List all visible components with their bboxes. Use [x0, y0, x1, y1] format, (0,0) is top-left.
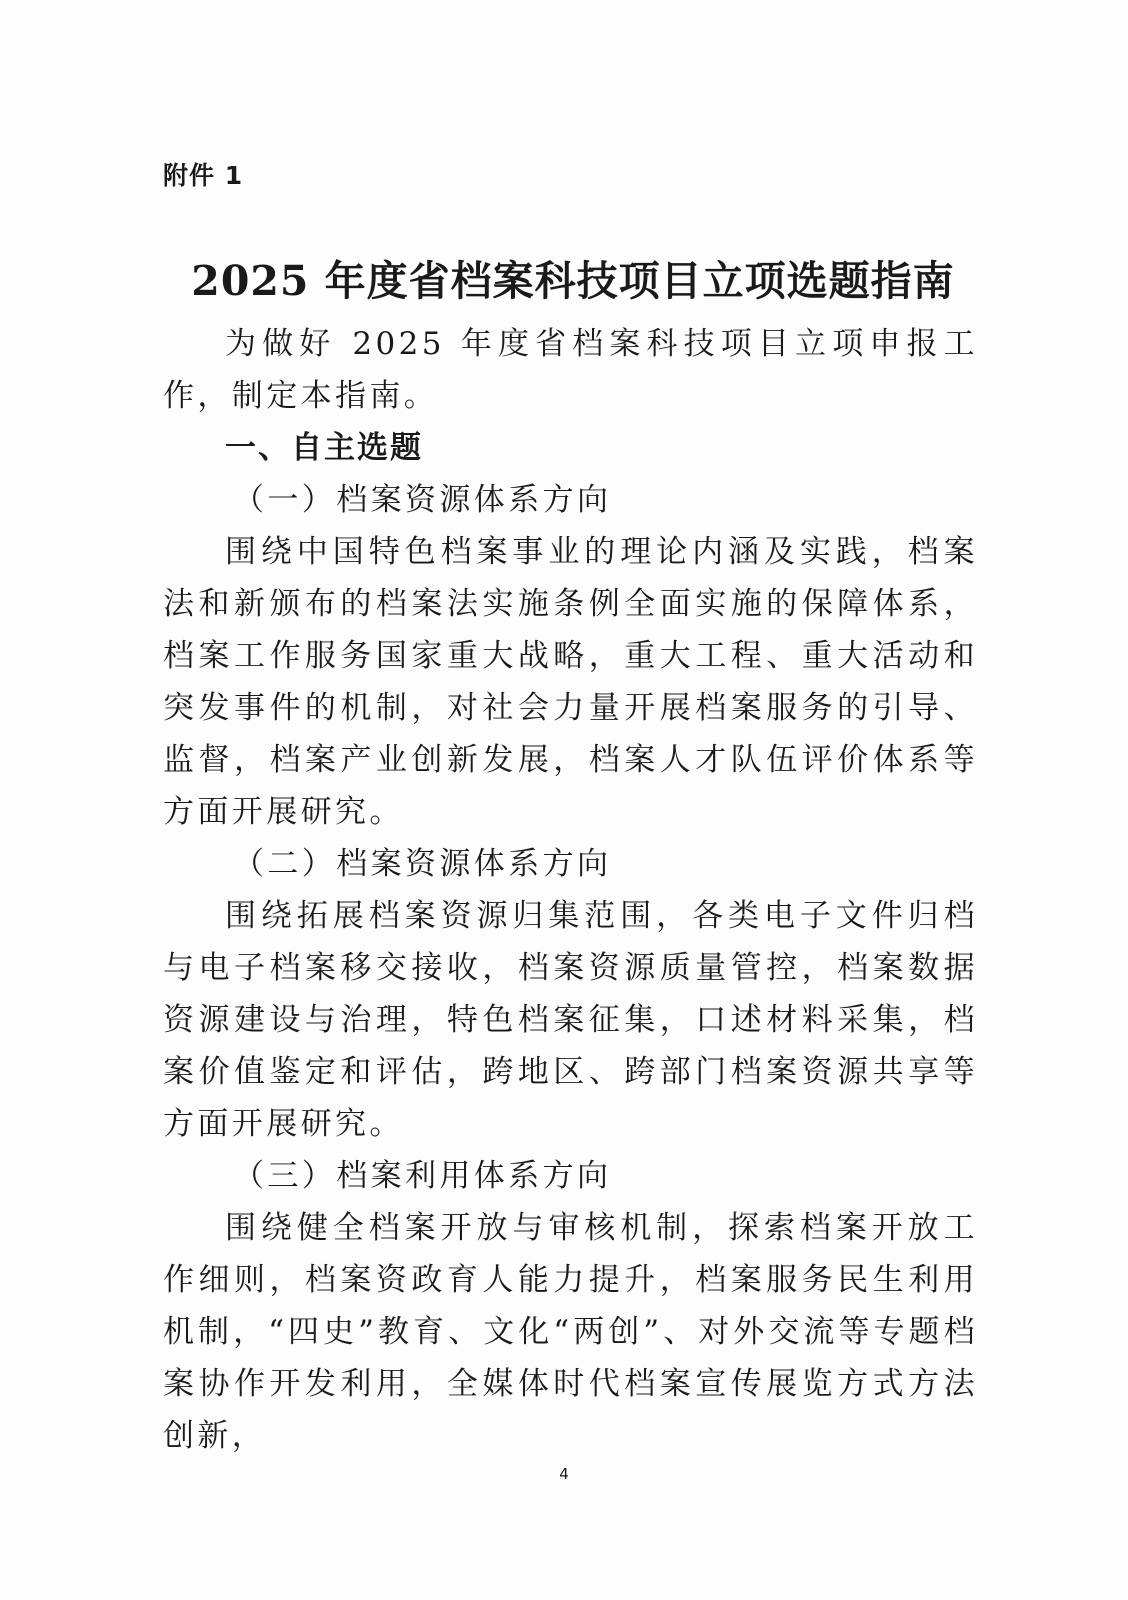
subsection-text-1: 围绕中国特色档案事业的理论内涵及实践，档案法和新颁布的档案法实施条例全面实施的保障体系，档案工作服务国家重大战略，重大工程、重大活动和突发事件的机制，对社会力量开展档案服务的引导、监督，档案产业创新发展，档案人才队伍评价体系等方面开展研究。 — [163, 534, 978, 830]
subsection-text-3: 围绕健全档案开放与审核机制，探索档案开放工作细则，档案资政育人能力提升，档案服务民生利用机制，“四史”教育、文化“两创”、对外交流等专题档案协作开发利用，全媒体时代档案宣传展览方式方法创新， — [163, 1210, 978, 1454]
intro-paragraph: 为做好 2025 年度省档案科技项目立项申报工作，制定本指南。 — [163, 326, 978, 414]
subsection-text-2: 围绕拓展档案资源归集范围，各类电子文件归档与电子档案移交接收，档案资源质量管控，档案数据资源建设与治理，特色档案征集，口述材料采集，档案价值鉴定和评估，跨地区、跨部门档案资源共享等方面开展研究。 — [163, 898, 978, 1142]
attachment-label: 附件 1 — [163, 161, 244, 190]
section-heading-1: 一、自主选题 — [225, 430, 423, 466]
subsection-heading-2: （二）档案资源体系方向 — [233, 846, 612, 882]
subsection-heading-1: （一）档案资源体系方向 — [233, 482, 612, 518]
page-number: 4 — [559, 1465, 569, 1483]
document-body — [163, 318, 978, 1462]
subsection-heading-3: （三）档案利用体系方向 — [233, 1158, 612, 1194]
document-title: 2025 年度省档案科技项目立项选题指南 — [191, 257, 955, 305]
